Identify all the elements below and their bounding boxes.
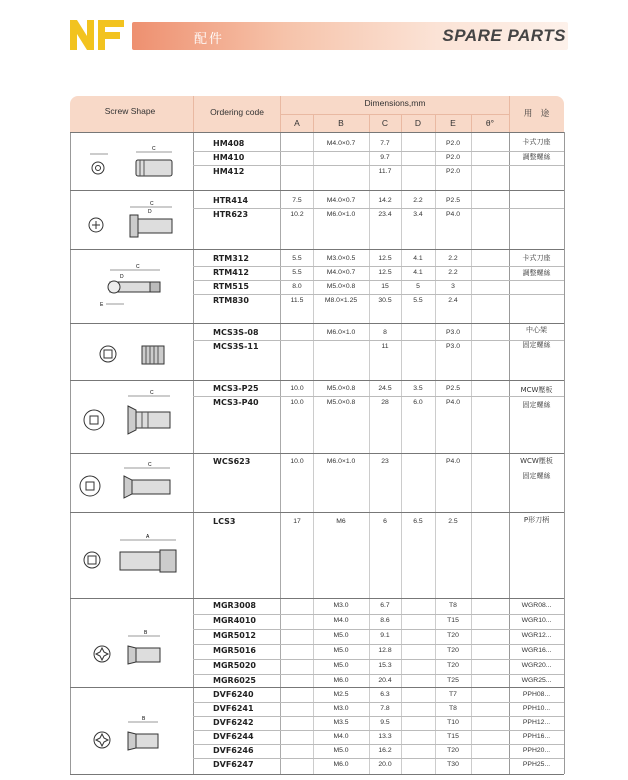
cell-c: 24.5	[378, 385, 392, 392]
cell-c: 9.1	[380, 632, 390, 639]
col-dimensions: Dimensions,mm	[364, 98, 426, 108]
screw-drawing-mcs3s	[92, 332, 182, 376]
cell-e: P4.0	[446, 211, 460, 218]
cell-e: P2.0	[446, 168, 460, 175]
cell-c: 30.5	[378, 297, 392, 304]
cell-u: WGR12...	[521, 632, 552, 639]
ordering-code: MCS3S-11	[213, 342, 259, 351]
group-separator	[70, 323, 564, 324]
cell-c: 6	[383, 518, 387, 525]
svg-text:C: C	[148, 462, 152, 468]
svg-text:D: D	[120, 274, 124, 280]
screw-drawing-htr	[84, 195, 188, 249]
cell-c: 20.0	[378, 761, 392, 768]
col-ordering-code: Ordering code	[210, 107, 264, 117]
cell-d: 3.4	[413, 211, 423, 218]
table-bottom	[70, 774, 564, 775]
section-banner	[132, 22, 568, 50]
cell-e: 2.2	[448, 255, 458, 262]
row-separator	[193, 716, 564, 717]
cell-b: M4.0	[333, 617, 349, 624]
group-separator	[70, 512, 564, 513]
ordering-code: HM408	[213, 139, 245, 148]
cell-b: M3.0	[333, 705, 349, 712]
cell-e: T7	[449, 691, 457, 698]
cell-d: 6.5	[413, 518, 423, 525]
cell-b: M6.0×1.0	[326, 458, 356, 465]
col-theta: θ°	[485, 118, 495, 128]
use-label: WCW壓板	[520, 457, 553, 465]
ordering-code: RTM312	[213, 254, 249, 263]
svg-text:C: C	[150, 201, 154, 207]
row-separator	[193, 629, 564, 630]
col-use: 用 途	[523, 108, 550, 118]
cell-c: 7.8	[380, 705, 390, 712]
cell-b: M6.0	[333, 761, 349, 768]
cell-u: PPH20...	[522, 747, 551, 754]
screw-drawing-wcs	[76, 458, 188, 508]
ordering-code: MGR5016	[213, 646, 256, 655]
cell-b: M5.0	[333, 747, 349, 754]
cell-b: M4.0	[333, 733, 349, 740]
use-label: 固定螺絲	[522, 401, 551, 409]
use-label: 卡式刀座	[522, 138, 551, 146]
cell-b: M8.0×1.25	[324, 297, 358, 304]
cell-u: PPH16...	[522, 733, 551, 740]
cell-e: T20	[447, 662, 459, 669]
section-title-cn: 配件	[194, 32, 225, 47]
group-separator	[70, 687, 564, 688]
cell-c: 7.7	[380, 140, 390, 147]
cell-c: 20.4	[378, 677, 392, 684]
cell-e: T8	[449, 705, 457, 712]
cell-c: 11.7	[378, 168, 392, 175]
group-separator	[70, 249, 564, 250]
cell-b: M4.0×0.7	[326, 269, 356, 276]
svg-text:D: D	[148, 209, 152, 215]
cell-c: 9.7	[380, 154, 390, 161]
ordering-code: DVF6241	[213, 704, 254, 713]
cell-d: 5.5	[413, 297, 423, 304]
cell-c: 12.5	[378, 255, 392, 262]
cell-d: 3.5	[413, 385, 423, 392]
cell-b: M5.0×0.8	[326, 385, 356, 392]
ordering-code: MCS3S-08	[213, 328, 259, 337]
cell-b: M5.0	[333, 647, 349, 654]
screw-drawing-hm	[86, 138, 186, 188]
cell-b: M6.0×1.0	[326, 211, 356, 218]
row-separator	[193, 208, 564, 209]
cell-e: T30	[447, 761, 459, 768]
cell-c: 15.3	[378, 662, 392, 669]
row-separator	[193, 644, 564, 645]
cell-c: 14.2	[378, 197, 392, 204]
row-separator	[193, 730, 564, 731]
cell-u: WGR16...	[521, 647, 552, 654]
row-separator	[193, 758, 564, 759]
col-b: B	[338, 118, 344, 128]
group-separator	[70, 380, 564, 381]
group-separator	[70, 132, 564, 133]
col-e: E	[450, 118, 456, 128]
cell-e: T20	[447, 647, 459, 654]
ordering-code: RTM830	[213, 296, 249, 305]
cell-e: T8	[449, 602, 457, 609]
cell-a: 5.5	[292, 255, 302, 262]
col-a: A	[294, 118, 300, 128]
cell-u: WGR10...	[521, 617, 552, 624]
group-separator	[70, 190, 564, 191]
cell-e: P2.0	[446, 140, 460, 147]
row-separator	[193, 266, 564, 267]
use-label: MCW壓板	[520, 386, 553, 394]
row-separator	[193, 165, 564, 166]
cell-c: 16.2	[378, 747, 392, 754]
ordering-code: HM410	[213, 153, 245, 162]
cell-b: M5.0	[333, 632, 349, 639]
ordering-code: HM412	[213, 167, 245, 176]
cell-u: PPH25...	[522, 761, 551, 768]
cell-d: 4.1	[413, 269, 423, 276]
cell-a: 11.5	[290, 297, 304, 304]
row-separator	[193, 674, 564, 675]
ordering-code: MGR5012	[213, 631, 256, 640]
row-separator	[193, 280, 564, 281]
cell-b: M5.0	[333, 662, 349, 669]
ordering-code: DVF6247	[213, 760, 254, 769]
cell-e: P2.5	[446, 385, 460, 392]
svg-text:A: A	[146, 534, 150, 540]
ordering-code: HTR414	[213, 196, 249, 205]
cell-c: 12.5	[378, 269, 392, 276]
svg-text:C: C	[136, 264, 140, 270]
cell-a: 8.0	[292, 283, 302, 290]
cell-e: T25	[447, 677, 459, 684]
col-c: C	[381, 118, 389, 128]
group-separator	[70, 453, 564, 454]
cell-b: M4.0×0.7	[326, 140, 356, 147]
cell-c: 23.4	[378, 211, 392, 218]
cell-e: 2.5	[448, 518, 458, 525]
cell-b: M4.0×0.7	[326, 197, 356, 204]
cell-d: 4.1	[413, 255, 423, 262]
cell-u: WGR25...	[521, 677, 552, 684]
cell-d: 5	[416, 283, 420, 290]
cell-e: T15	[447, 617, 459, 624]
screw-drawing-rtm	[96, 258, 196, 316]
ordering-code: LCS3	[213, 517, 236, 526]
cell-e: 2.2	[448, 269, 458, 276]
use-label: 卡式刀座	[522, 254, 551, 262]
ordering-code: RTM515	[213, 282, 249, 291]
cell-c: 15	[381, 283, 389, 290]
cell-c: 28	[381, 399, 389, 406]
screw-drawing-mgr	[88, 626, 188, 678]
ordering-code: MCS3-P25	[213, 384, 259, 393]
screw-drawing-dvf	[88, 712, 188, 764]
cell-c: 8.6	[380, 617, 390, 624]
cell-a: 10.0	[290, 399, 304, 406]
use-label: 調整螺絲	[522, 153, 551, 161]
use-label: 中心架	[526, 326, 547, 334]
ordering-code: WCS623	[213, 457, 251, 466]
cell-u: WGR08...	[521, 602, 552, 609]
cell-u: PPH12...	[522, 719, 551, 726]
ordering-code: DVF6242	[213, 718, 254, 727]
ordering-code: DVF6240	[213, 690, 254, 699]
use-label: 固定螺絲	[522, 472, 551, 480]
row-separator	[193, 702, 564, 703]
screw-drawing-mcs3p	[80, 388, 190, 446]
cell-b: M6.0×1.0	[326, 329, 356, 336]
cell-u: PPH10...	[522, 705, 551, 712]
screw-drawing-lcs	[80, 530, 190, 586]
cell-c: 13.3	[378, 733, 392, 740]
cell-u: WGR20...	[521, 662, 552, 669]
row-separator	[193, 744, 564, 745]
cell-b: M5.0×0.8	[326, 283, 356, 290]
ordering-code: DVF6246	[213, 746, 254, 755]
cell-c: 8	[383, 329, 387, 336]
cell-a: 17	[293, 518, 301, 525]
cell-c: 11	[381, 343, 389, 350]
cell-e: P4.0	[446, 458, 460, 465]
cell-e: T20	[447, 747, 459, 754]
section-title-en: SPARE PARTS	[442, 26, 566, 45]
column-border	[564, 132, 565, 774]
ordering-code: MGR5020	[213, 661, 256, 670]
cell-b: M5.0×0.8	[326, 399, 356, 406]
ordering-code: DVF6244	[213, 732, 254, 741]
cell-e: P3.0	[446, 343, 460, 350]
cell-c: 6.3	[380, 691, 390, 698]
cell-a: 10.0	[290, 385, 304, 392]
ordering-code: HTR623	[213, 210, 249, 219]
cell-e: 3	[451, 283, 455, 290]
row-separator	[193, 614, 564, 615]
cell-b: M3.0×0.5	[326, 255, 356, 262]
cell-e: P2.0	[446, 154, 460, 161]
ordering-code: MGR4010	[213, 616, 256, 625]
logo-mark	[68, 16, 128, 52]
ordering-code: MCS3-P40	[213, 398, 259, 407]
row-separator	[193, 396, 564, 397]
cell-e: T15	[447, 733, 459, 740]
svg-text:E: E	[100, 302, 104, 308]
ordering-code: RTM412	[213, 268, 249, 277]
cell-d: 2.2	[413, 197, 423, 204]
use-label: 固定螺絲	[522, 341, 551, 349]
cell-d: 6.0	[413, 399, 423, 406]
group-separator	[70, 598, 564, 599]
row-separator	[193, 659, 564, 660]
cell-c: 12.8	[378, 647, 392, 654]
svg-text:C: C	[152, 146, 156, 152]
cell-u: PPH08...	[522, 691, 551, 698]
ordering-code: MGR3008	[213, 601, 256, 610]
svg-text:B: B	[142, 716, 146, 722]
cell-e: P3.0	[446, 329, 460, 336]
cell-e: T10	[447, 719, 459, 726]
cell-e: T20	[447, 632, 459, 639]
cell-b: M2.5	[333, 691, 349, 698]
cell-e: 2.4	[448, 297, 458, 304]
cell-a: 10.0	[290, 458, 304, 465]
cell-b: M3.0	[333, 602, 349, 609]
use-label: P形刀柄	[523, 516, 550, 524]
cell-b: M3.5	[333, 719, 349, 726]
cell-a: 7.5	[292, 197, 302, 204]
cell-a: 10.2	[290, 211, 304, 218]
cell-e: P4.0	[446, 399, 460, 406]
cell-e: P2.5	[446, 197, 460, 204]
ordering-code: MGR6025	[213, 676, 256, 685]
cell-a: 5.5	[292, 269, 302, 276]
cell-b: M6	[336, 518, 346, 525]
use-label: 調整螺絲	[522, 269, 551, 277]
row-separator	[193, 294, 564, 295]
cell-c: 23	[381, 458, 389, 465]
svg-text:B: B	[144, 630, 148, 636]
cell-c: 6.7	[380, 602, 390, 609]
cell-c: 9.5	[380, 719, 390, 726]
cell-b: M6.0	[333, 677, 349, 684]
col-d: D	[414, 118, 422, 128]
col-screw-shape: Screw Shape	[104, 106, 156, 116]
svg-text:C: C	[150, 390, 154, 396]
